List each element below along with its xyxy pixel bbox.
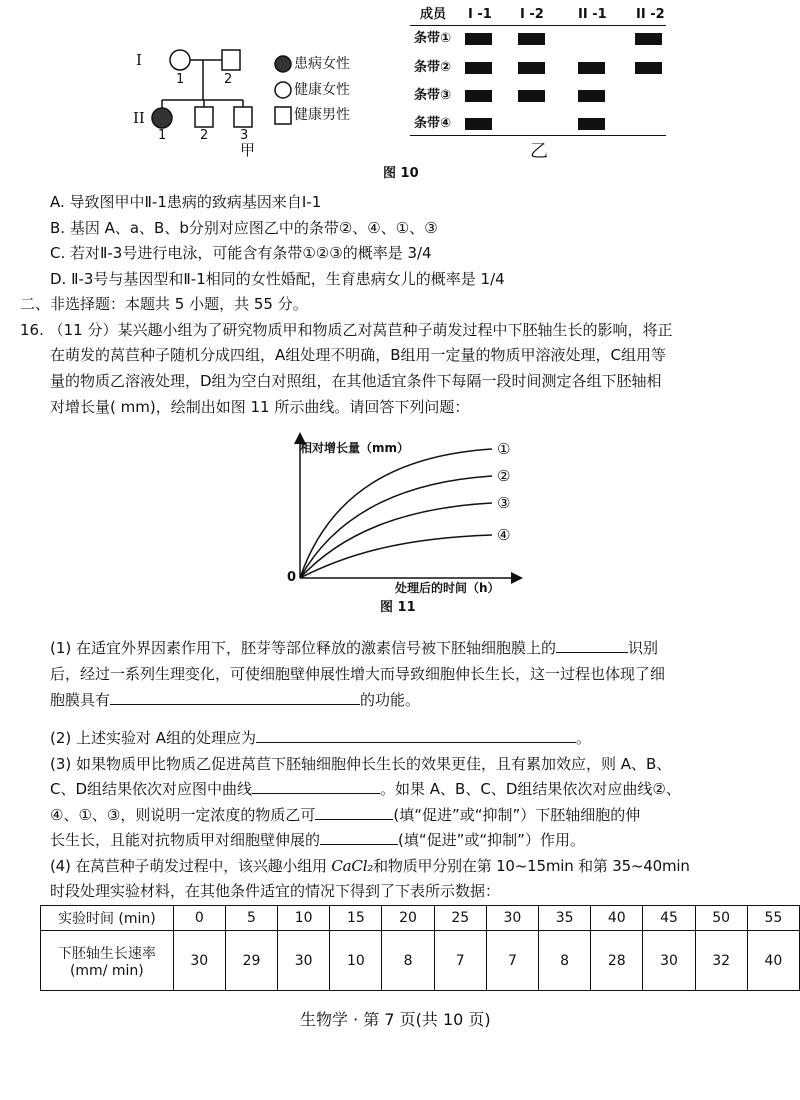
curve-label: ③ xyxy=(497,494,511,512)
q1-line2: 后，经过一系列生理变化，可使细胞壁伸展性增大而导致细胞伸长生长，这一过程也体现了细 xyxy=(50,665,666,683)
table-cell-rate: 40 xyxy=(747,931,799,991)
table-cell-rate: 30 xyxy=(173,931,225,991)
table-header-time: 20 xyxy=(382,906,434,931)
table-cell-rate: 8 xyxy=(382,931,434,991)
gel-header: I -1 xyxy=(468,7,492,22)
male-i2 xyxy=(222,50,240,70)
gel-header: II -2 xyxy=(636,7,665,22)
q1-line3: 胞膜具有 的功能。 xyxy=(50,691,421,709)
section-heading: 二、非选择题：本题共 5 小题，共 55 分。 xyxy=(20,295,308,313)
gel-band xyxy=(465,33,492,45)
table-header-time: 5 xyxy=(225,906,277,931)
table-cell-rate: 30 xyxy=(643,931,695,991)
table-header-time: 55 xyxy=(747,906,799,931)
table-header-time: 35 xyxy=(539,906,591,931)
option-d: D. Ⅱ-3号与基因型和Ⅱ-1相同的女性婚配，生育患病女儿的概率是 1/4 xyxy=(50,270,505,288)
gel-row-label: 条带④ xyxy=(414,116,452,131)
legend-affected-female-icon xyxy=(275,56,291,72)
table-cell-rate: 32 xyxy=(695,931,747,991)
table-header-time: 25 xyxy=(434,906,486,931)
answer-blank[interactable] xyxy=(256,728,576,743)
table-row-label: 下胚轴生长速率 (mm/ min) xyxy=(41,931,174,991)
table-header-time: 15 xyxy=(330,906,382,931)
option-a: A. 导致图甲中Ⅱ-1患病的致病基因来自Ⅰ-1 xyxy=(50,193,322,211)
answer-blank[interactable] xyxy=(315,805,393,820)
gel-band xyxy=(635,33,662,45)
table-cell-rate: 28 xyxy=(591,931,643,991)
i1-label: 1 xyxy=(176,72,185,87)
q3-line3: ④、①、③，则说明一定浓度的物质乙可 (填“促进”或“抑制”）下胚轴细胞的伸 xyxy=(50,806,641,824)
gen1-label: I xyxy=(136,51,142,69)
curve-2 xyxy=(300,476,492,578)
gel-row-label: 条带① xyxy=(414,31,452,46)
answer-blank[interactable] xyxy=(252,779,380,794)
curve-3 xyxy=(300,503,492,578)
question-stem: 在萌发的莴苣种子随机分成四组，A组处理不明确，B组用一定量的物质甲溶液处理，C组用等 xyxy=(50,346,667,364)
curve-1 xyxy=(300,449,492,578)
gel-header: II -1 xyxy=(578,7,607,22)
table-header-time: 10 xyxy=(278,906,330,931)
gel-band xyxy=(518,90,545,102)
legend-healthy-female-icon xyxy=(275,82,291,98)
option-b: B. 基因 A、a、B、b分别对应图乙中的条带②、④、①、③ xyxy=(50,219,438,237)
table-cell-rate: 7 xyxy=(486,931,538,991)
table-header-time: 30 xyxy=(486,906,538,931)
legend-label: 健康男性 xyxy=(294,107,350,123)
ii2-label: 2 xyxy=(200,128,209,143)
question-stem: 量的物质乙溶液处理，D组为空白对照组，在其他适宜条件下每隔一段时间测定各组下胚轴相 xyxy=(50,372,662,390)
gel-row-label: 条带② xyxy=(414,60,452,75)
q2-line: (2) 上述实验对 A组的处理应为 。 xyxy=(50,729,592,747)
gel-top-rule xyxy=(410,25,666,26)
curve-label: ② xyxy=(497,467,511,485)
table-header-time: 0 xyxy=(173,906,225,931)
gel-band xyxy=(465,118,492,130)
figure11-caption: 图 11 xyxy=(380,600,416,615)
gel-band xyxy=(635,62,662,74)
affected-female-ii1 xyxy=(152,108,172,128)
growth-rate-table xyxy=(40,905,800,991)
question-stem: 对增长量( mm)，绘制出如图 11 所示曲线。请回答下列问题： xyxy=(50,398,470,416)
table-header-time: 45 xyxy=(643,906,695,931)
table-cell-rate: 8 xyxy=(539,931,591,991)
gel-band xyxy=(518,62,545,74)
male-ii2 xyxy=(195,107,213,127)
q4-line1: (4) 在莴苣种子萌发过程中，该兴趣小组用 CaCl₂和物质甲分别在第 10~15min 和第 35~40min xyxy=(50,857,690,875)
y-axis-label: 相对增长量（mm） xyxy=(300,441,410,455)
male-ii3 xyxy=(234,107,252,127)
table-header: 实验时间 (min) xyxy=(41,906,174,931)
curve-4 xyxy=(300,535,492,578)
gel-band xyxy=(465,90,492,102)
curve-label: ④ xyxy=(497,526,511,544)
x-axis-label: 处理后的时间（h） xyxy=(395,581,500,595)
gel-band xyxy=(465,62,492,74)
legend-healthy-male-icon xyxy=(275,107,291,124)
q3-line2: C、D组结果依次对应图中曲线 。如果 A、B、C、D组结果依次对应曲线②、 xyxy=(50,780,681,798)
gel-row-label: 条带③ xyxy=(414,88,452,103)
answer-blank[interactable] xyxy=(110,690,360,705)
legend-label: 健康女性 xyxy=(294,82,350,98)
gel-band xyxy=(518,33,545,45)
female-i1 xyxy=(170,50,190,70)
origin-label: 0 xyxy=(287,570,297,585)
gel-header: 成员 xyxy=(420,7,447,22)
table-header-time: 40 xyxy=(591,906,643,931)
q3-line4: 长生长，且能对抗物质甲对细胞壁伸展的 (填“促进”或“抑制”）作用。 xyxy=(50,831,585,849)
i2-label: 2 xyxy=(224,72,233,87)
table-header-time: 50 xyxy=(695,906,747,931)
q4-line2: 时段处理实验材料，在其他条件适宜的情况下得到了下表所示数据： xyxy=(50,882,501,900)
answer-blank[interactable] xyxy=(556,638,628,653)
option-c: C. 若对Ⅱ-3号进行电泳，可能含有条带①②③的概率是 3/4 xyxy=(50,244,432,262)
gel-band xyxy=(578,62,605,74)
table-cell-rate: 7 xyxy=(434,931,486,991)
gel-band xyxy=(578,118,605,130)
page-footer: 生物学 · 第 7 页(共 10 页) xyxy=(300,1010,491,1029)
q3-line1: (3) 如果物质甲比物质乙促进莴苣下胚轴细胞伸长生长的效果更佳，且有累加效应，则 A、B、 xyxy=(50,755,672,773)
figure-yi-label: 乙 xyxy=(530,141,548,162)
answer-blank[interactable] xyxy=(320,830,398,845)
gel-band xyxy=(578,90,605,102)
legend-label: 患病女性 xyxy=(294,56,350,72)
figure10-caption: 图 10 xyxy=(383,166,419,181)
gen2-label: II xyxy=(133,109,145,127)
figure-jia-label: 甲 xyxy=(240,141,256,159)
gel-bottom-rule xyxy=(410,135,666,136)
ii3-label: 3 xyxy=(240,128,249,143)
q1-line1: (1) 在适宜外界因素作用下，胚芽等部位释放的激素信号被下胚轴细胞膜上的 识别 xyxy=(50,639,659,657)
table-cell-rate: 10 xyxy=(330,931,382,991)
question-stem: 16. （11 分）某兴趣小组为了研究物质甲和物质乙对莴苣种子萌发过程中下胚轴生长的影响，将正 xyxy=(20,321,673,339)
ii1-label: 1 xyxy=(158,128,167,143)
curve-label: ① xyxy=(497,440,511,458)
table-cell-rate: 29 xyxy=(225,931,277,991)
table-cell-rate: 30 xyxy=(278,931,330,991)
gel-header: I -2 xyxy=(520,7,544,22)
